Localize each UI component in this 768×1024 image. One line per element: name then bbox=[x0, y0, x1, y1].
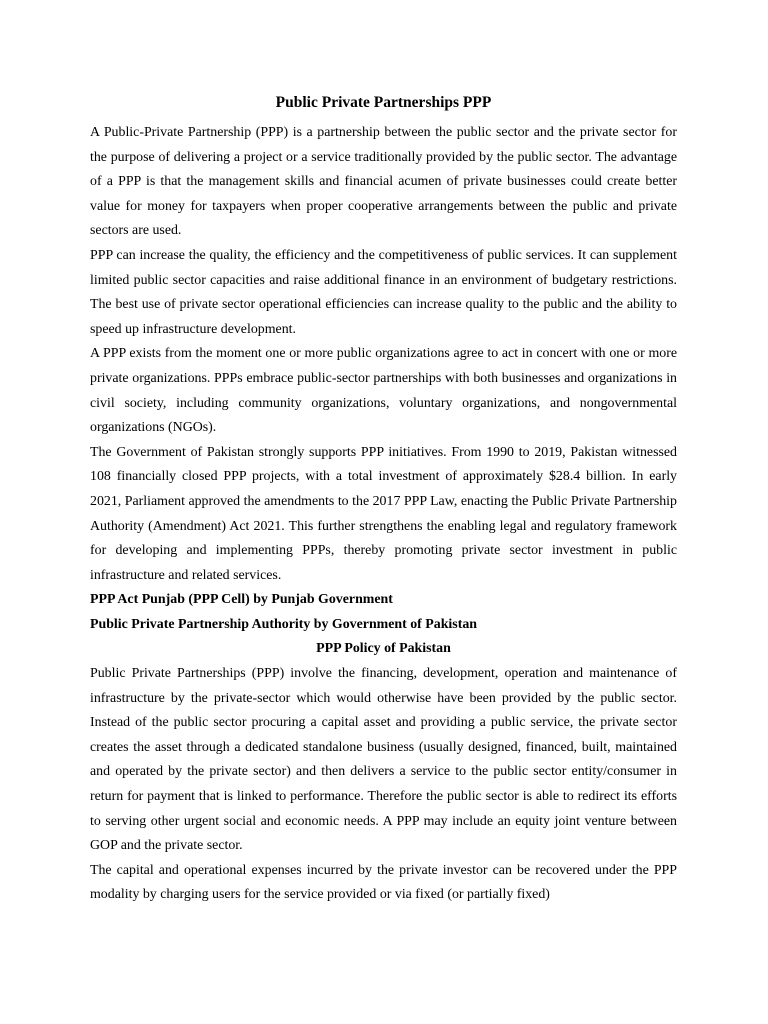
paragraph-policy-description: Public Private Partnerships (PPP) involve the financing, development, operation and maintenance of infrastructure by the private-sector which would otherwise have been provided by the public sector. Instead of the public sector procuring a capital asset and providing a public service, the private sector creates the asset through a dedicated standalone business (usually designed, financed, built, maintained and operated by the private sector) and then delivers a service to the public sector entity/consumer in return for payment that is linked to performance. Therefore the public sector is able to redirect its efforts to serving other urgent social and economic needs. A PPP may include an equity joint venture between GOP and the private sector. bbox=[90, 666, 677, 854]
heading-ppp-policy: PPP Policy of Pakistan bbox=[316, 641, 451, 657]
paragraph-ppp-existence: A PPP exists from the moment one or more public organizations agree to act in concert with one or more private organizations. PPPs embrace public-sector partnerships with both businesses and organizations in civil society, including community organizations, voluntary organizations, and nongovernmental organizations (NGOs). bbox=[90, 346, 677, 436]
document-title: Public Private Partnerships PPP bbox=[275, 94, 492, 111]
paragraph-ppp-pakistan: The Government of Pakistan strongly supports PPP initiatives. From 1990 to 2019, Pakistan witnessed 108 financially closed PPP projects, with a total investment of approximately $28.4 billion. In early 2021, Parliament approved the amendments to the 2017 PPP Law, enacting the Public Private Partnership Authority (Amendment) Act 2021. This further strengthens the enabling legal and regulatory framework for developing and implementing PPPs, thereby promoting private sector investment in public infrastructure and related services. bbox=[90, 444, 677, 583]
heading-ppp-act-punjab: PPP Act Punjab (PPP Cell) by Punjab Government bbox=[90, 592, 393, 608]
paragraph-ppp-benefits: PPP can increase the quality, the efficiency and the competitiveness of public services. It can supplement limited public sector capacities and raise additional finance in an environment of budgetary restrictions. The best use of private sector operational efficiencies can increase quality to the public and the ability to speed up infrastructure development. bbox=[90, 247, 677, 337]
document-page bbox=[90, 92, 677, 908]
heading-ppp-authority: Public Private Partnership Authority by Government of Pakistan bbox=[90, 616, 477, 632]
paragraph-policy-costs: The capital and operational expenses incurred by the private investor can be recovered under the PPP modality by charging users for the service provided or via fixed (or partially fixed) bbox=[90, 862, 677, 903]
paragraph-ppp-definition: A Public-Private Partnership (PPP) is a partnership between the public sector and the private sector for the purpose of delivering a project or a service traditionally provided by the public sector. The advantage of a PPP is that the management skills and financial acumen of private businesses could create better value for money for taxpayers when proper cooperative arrangements between the public and private sectors are used. bbox=[90, 125, 677, 239]
